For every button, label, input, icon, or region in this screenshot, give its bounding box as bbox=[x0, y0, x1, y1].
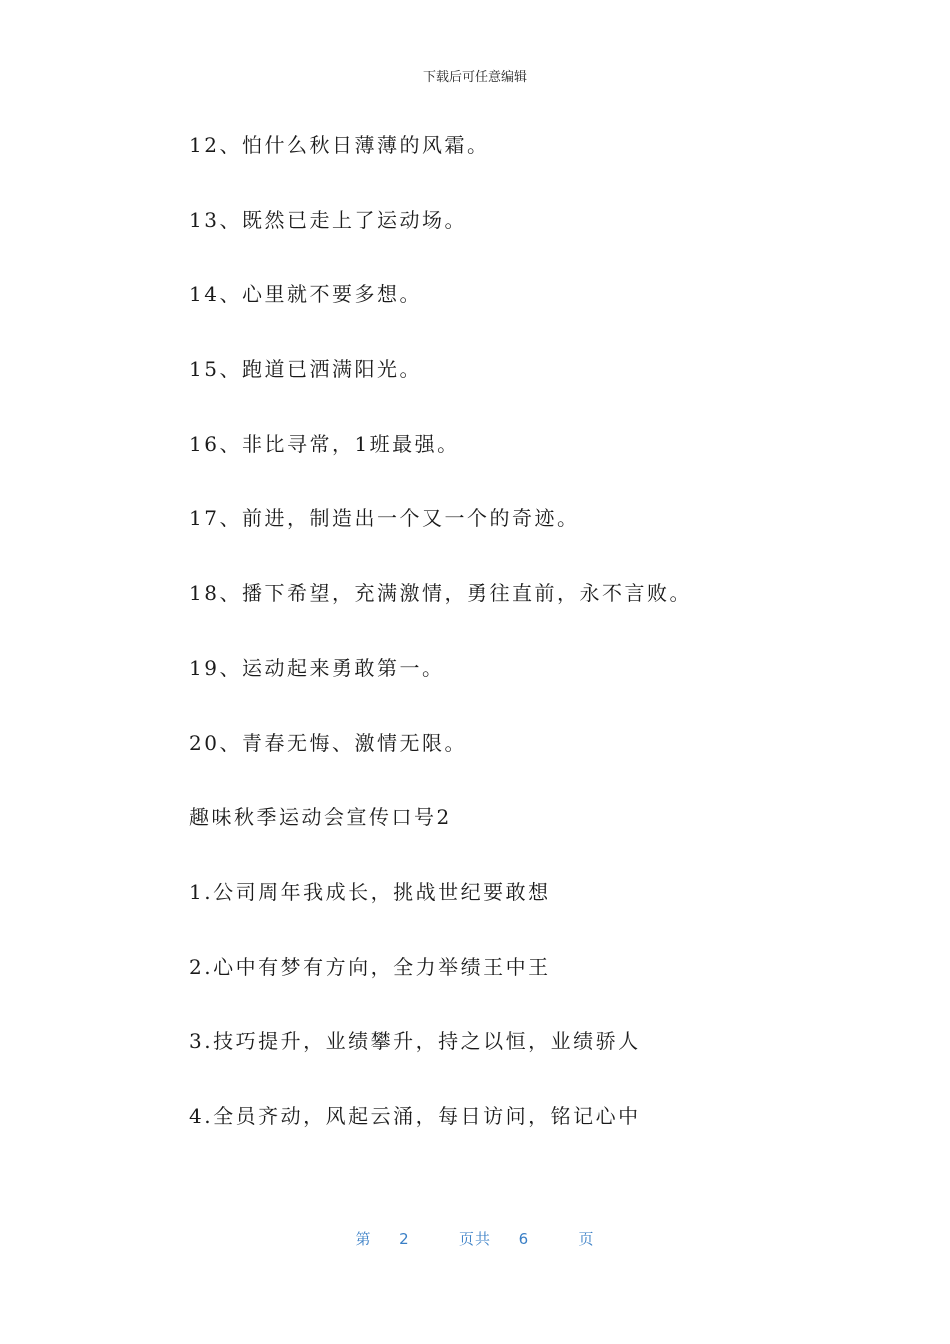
text-line: 13、既然已走上了运动场。 bbox=[189, 207, 467, 232]
page-footer bbox=[0, 1228, 950, 1249]
text-line: 20、青春无悔、激情无限。 bbox=[189, 730, 467, 755]
text-line: 15、跑道已洒满阳光。 bbox=[189, 357, 422, 382]
section-heading: 趣味秋季运动会宣传口号2 bbox=[189, 805, 452, 830]
text-line: 12、怕什么秋日薄薄的风霜。 bbox=[189, 133, 490, 157]
footer-current-page: 2 bbox=[399, 1230, 410, 1248]
footer-middle: 页共 bbox=[458, 1230, 491, 1248]
document-body bbox=[189, 130, 889, 1176]
footer-total-pages: 6 bbox=[518, 1230, 530, 1248]
header-note: 下载后可任意编辑 bbox=[422, 70, 527, 85]
text-line: 18、播下希望，充满激情，勇往直前，永不言败。 bbox=[189, 581, 692, 606]
text-line: 2.心中有梦有方向，全力举绩王中王 bbox=[189, 954, 551, 979]
text-line: 14、心里就不要多想。 bbox=[189, 282, 422, 307]
text-line: 4.全员齐动，风起云涌，每日访问，铭记心中 bbox=[189, 1103, 641, 1128]
footer-suffix: 页 bbox=[578, 1230, 595, 1248]
text-line: 17、前进，制造出一个又一个的奇迹。 bbox=[189, 506, 580, 531]
text-line: 3.技巧提升，业绩攀升，持之以恒，业绩骄人 bbox=[189, 1029, 641, 1054]
text-line: 1.公司周年我成长，挑战世纪要敢想 bbox=[189, 879, 551, 904]
footer-prefix: 第 bbox=[355, 1230, 372, 1248]
text-line: 16、非比寻常，1班最强。 bbox=[189, 431, 460, 456]
text-line: 19、运动起来勇敢第一。 bbox=[189, 655, 445, 680]
